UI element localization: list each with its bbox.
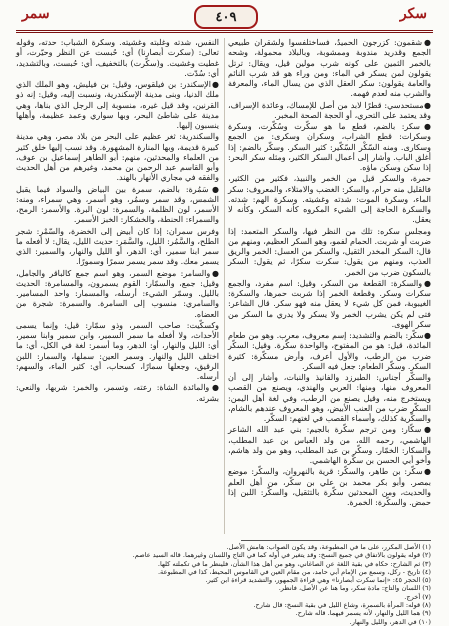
footnote-line: (٥) الحجر ٤٥: «إنما سكرت أبصارنا» وهي قراءة الجمهور، والتشديد قراءة ابن كثير. xyxy=(205,576,431,585)
page-number: ٤٠٩ xyxy=(215,9,237,25)
right-text-column xyxy=(228,38,431,536)
footnote-line: (١) الأصل المكرر، على ما في المطبوعة، وقد يكون الصواب: هامش الأصل. xyxy=(226,543,431,551)
footnote-line: (٦) اللسان والتاج: مادة سكر، وما هنا عن الأصل، فانظر. xyxy=(278,584,431,593)
footnote-line: (٨) قوله: المرأة بالسمرة، وشاع الليل في بقية النسخ: قال شارح. xyxy=(253,601,431,610)
paragraph: النفس، شدته وغلبته وغشيته. وسكرة الشباب: حدته، وقوله تعالى: (سكرت أبصارنا) أي: حُبست عن النظر وحيّرت، أو غطيت وغشيت. و(سكّرت) بالتخفيف، أي: حُبست، وبالتشديد، أي: سُدّت. xyxy=(16,38,219,78)
page-number-badge xyxy=(194,5,258,29)
footnote-line: (١٠) في الدهر، والليل والنهار. xyxy=(349,617,431,626)
footnote-line: (٩) هما الليل والنهار، لأنه يسمر فيهما. قاله شارح. xyxy=(295,609,431,618)
footnote-line: (٣) ثم الشارح: حكاه في بقية اللغة عن الصاغاني، وهو من أهل هذا الشأن، فلينظر ما في تكملته كلها. xyxy=(157,559,431,568)
footnote-line: (٤) تاريخ - ركل، وسمع من الإمام أبي حامد، من مقام العين في القاموس المحيط، كذا في المطبوعة. xyxy=(157,567,431,576)
paragraph: وكسكّيت: صاحب السمر، وذو سمّار: قيل: وإنما يسمى الأحداث، ولا أفعله ما سمر السمير، وابن سمير وابنا سمير، أي: الليل والنهار، أو: الدهر، وما أسمر: لغة في الكل، أي: ما اختلف الليل والنهار. وسمر العين: سملها، والسمار: اللبن الرقيق، وجعلها سمارًا، كسحاب، أي: كثير الماء، والسهم: أرسله. xyxy=(16,320,219,381)
paragraph: ●والمائدة الشاة: رعته، وتسمر، والخمر: شربها، والنعي: بشرته. xyxy=(16,383,219,403)
footnote-separator xyxy=(241,540,431,541)
paragraph: ●سكّر: بن طاهر، والسكّر: قرية بالنهروان، والسكّر: موضع بمصر. وأبو بكر محمد بن علي بن سكّر، من أهل العلم والحديث، ومن المحدثين سكّرة بالتثقيل، والسكّر: اللبن إذا حمض. والسكّرة: الخمرة. xyxy=(228,467,431,507)
paragraph: ●مستحدسي: قطرًا لابد من أصل للإمساك، وعائدة الإسراف، وقد يعتمد على التحري، أو الحجة الصحة المخبر. xyxy=(228,100,431,120)
header-root-word: سكر xyxy=(399,6,427,22)
footnotes-block xyxy=(16,543,431,626)
footnote-line: (٢) قوله يقولون بالاتفاق في جميع النسخ: وقد يتغير في أوله كما في التاج واللسان وغيرهما. قاله السيد عاصم. xyxy=(132,551,431,560)
footnote-line: (٧) أخرج. xyxy=(404,592,431,601)
paragraph: ●والسامر: موضع السمر، وهو اسم جمع كالباقر والجامل، وقيل: جمع، والسمّار: القوم يسمرون، والمسامرة: الحديث بالليل. وسمّر الشيء: أرسله، والمسمار: واحد المسامير. والسامري: منسوب إلى السامرة. والسمرة: شجرة من العضاه. xyxy=(16,268,219,319)
paragraph: ●سكر: بالضم، قطع ما هو سكّرت وسُكّرت، وسكرة وسكرات: قطع الشراب، وسكران وسكرى: من الجمع وسكارى. ومنه السّكْر السّكّير: كثير السكر. وسكّر بالضم: إذا أغلق الباب. وأشار إلى أعمال السكر الكثير، ومثله سكر البحر: إذا سكن وسكن ماؤه. xyxy=(228,122,431,172)
paragraph: ●سَمُرة: بالضم، سمرة بين البياض والسواد فيما يقبل الشمس، وقد سمر وسمُر، وهو أسمر، وهي سمراء، ومنه: الأسمر، لون الظلمة، والسمرة: لون البرة. والأسمر: الرمح، والسمراء: الحنطة، والخشكار: الخبز الأسمر. xyxy=(16,184,219,225)
paragraph: ●سكّر: بالضم والتشديد: إسم معروف، معرب. وهو من طعام المائدة، قيل: هو من المفتوح، والواحدة سكّرة. وقيل: السكّر ضرب من الرطب، والأول أعرف، وأرض مسكّرة: كثيرة السكر. وسكّر الطعام: جعل فيه السكر. xyxy=(228,331,431,371)
paragraph: ومجلس سكره: تلك من النظر فيها، والسكر المتعمد: إذا ضربت أو شربت. الحمام لفمو، وهو السكر العظيم، ومنهم من قال: السكر المخدر الثقيل، والسكر من العسل: الخمر والريق العذب، ومنهم من يقول: سكرت سكرًا، ثم يقول: السكر بالسكون ضرب من الخمر. xyxy=(228,226,431,277)
header-rule-second xyxy=(16,32,433,33)
paragraph: والسكندرية: ثغر عظيم على البحر من بلاد مصر، وهي مدينة كبيرة قديمة، وبها المنارة المشهورة. وقد نسب إليها خلق كثير من العلماء والمحدثين، منهم: أبو الطاهر إسماعيل بن عوف، وأبو القاسم عبد الرحمن بن محمد، وغيرهم من أهل الحديث والفقه في مجاري الأنهار بالهند. xyxy=(16,132,219,183)
paragraph: حمرة، والسكر قيل من الخمر والنبيذ، فكثير من الكثير، فالقليل منه حرام، والسكر: الغضب والامتلاء، والمعروف: سكر الماء، وسكرة الموت: شدته وغشيته. وسكرة الهم: شدته. والسكرة الحاجة إلى الشيء المكروه كأنه السكر، وكأنه لا يعقل. xyxy=(228,174,431,225)
column-divider xyxy=(224,38,225,534)
paragraph: والسكّر أجناس: الطبرزد والفانيذ والنبات، وأشار إلى أن المعروف منها، ومنها: العربي والهندي، ويصنع من القصب ويستخرج منه، وقيل يصنع من الرطب، وفي لغة أهل اليمن: السكّر ضرب من العنب الأبيض، وهو المعروف عندهم بالشام، والسكّرية كذلك، وأسماء القصب في لغتهم: السكّر. xyxy=(228,373,431,423)
header-rule xyxy=(16,30,433,31)
page-header xyxy=(0,0,449,34)
paragraph: ●الإسكندر: بن فيلقوس، وقيل: بن فيليش، وهو الملك الذي ملك الدنيا، وبنى مدينة الإسكندرية، ونسبت إليه، وقيل: إنه ذو القرنين، وقد قيل غيره، منسوبة إلى الرجل الذي بناها، وهي مدينة على شاطئ البحر، وبها سواري وعمد عظيمة، وأهلها ينسبون إليها. xyxy=(16,80,219,130)
paragraph: ●سكّار: ومن ترجم سكّرة بالجيم: بني عبد الله الشاعر الهاشمي، رحمه الله، من ولد العباس بن عبد المطلب، والسكار: الخمّار. وسكّر بن عبد المطلب، وهو من ولد هاشم، وأخو أبي الحسن بن سكّرة الهاشمي. xyxy=(228,425,431,465)
header-end-word: سمر xyxy=(22,6,50,22)
left-text-column xyxy=(16,38,219,536)
paragraph: ●والسكرة: القطعة من السكر، وقيل: اسم مفرد، والجمع سكرات وسكر. وقطعة الخمر إذا شربت حمرها، والسكرة: الغيبوبة، فمن كل شيء لا يعقل منه فهو سكر. قال الشاعر: فتى لم يكن يشرب الخمر ولا يسكر ولا يدري ما السكر من سكر الهوى. xyxy=(228,278,431,329)
paragraph: ●شقمون: كزرجون الحميدُ، فساختلفسوا ولشقران طبيعي الجمع وقدريد مندوبة وممشوبة، وبالبلاد محمولة، وشحه بالخمر الثمين على كونه شرب مولين قيل، ويقال: ترتل يقولون لمن يسكر في الماء: ومن وراء هو قد شرب النائم والعامة يقولون: سكر العقل الذي من يسال الماء، والمعرفة والشرب منه لعدم فهمه. xyxy=(228,38,431,99)
paragraph: وفرس سمران: إذا كان أبيض إلى الخضرة، والسّمْر: شجر الطلح، والسَّمُر: الليل، والسَّمَر: حديث الليل، يقال: لا أفعله ما سمر ابنا سمير، أي: الدهر، أو الليل والنهار، والسمير: الذي يسمر معك. وقد سمر يسمر سمرًا وسمورًا. xyxy=(16,226,219,267)
